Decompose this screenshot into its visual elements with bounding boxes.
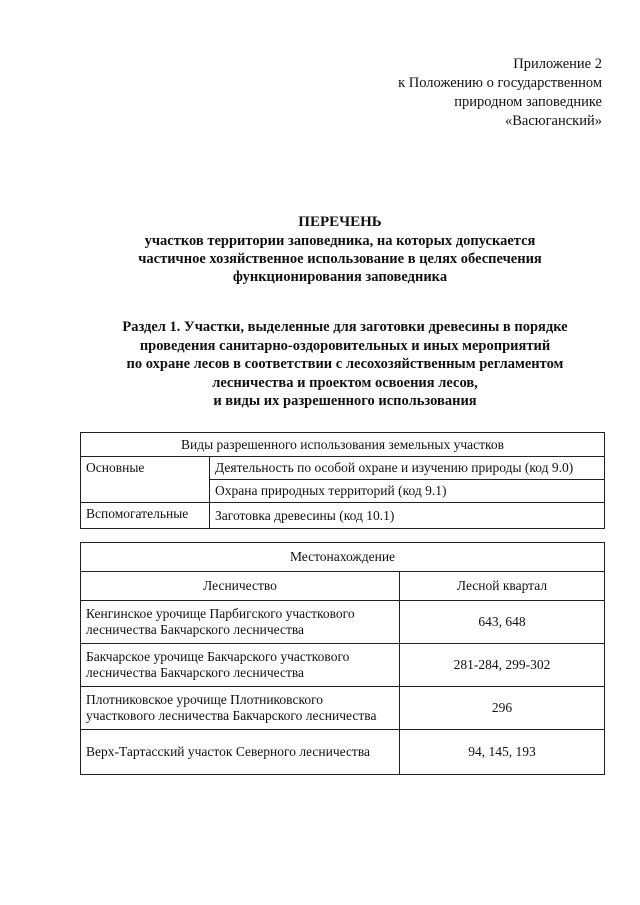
table-row — [81, 730, 605, 775]
location-table-header: Местонахождение — [81, 543, 605, 572]
forestry-cell: Бакчарское урочище Бакчарского участкового лесничества Бакчарского лесничества — [81, 644, 400, 687]
section-line: проведения санитарно-оздоровительных и иных мероприятий — [139, 337, 551, 354]
title-line: функционирования заповедника — [232, 269, 448, 285]
forestry-column-header: Лесничество — [81, 572, 400, 601]
appendix-line: к Положению о государственном — [398, 75, 602, 91]
table-row — [81, 601, 605, 644]
uses-table-header: Виды разрешенного использования земельных участков — [81, 433, 605, 457]
section-heading — [60, 318, 630, 411]
title-heading: ПЕРЕЧЕНЬ — [298, 214, 382, 230]
appendix-line: Приложение 2 — [513, 56, 602, 72]
main-use-item: Охрана природных территорий (код 9.1) — [210, 480, 605, 503]
forestry-cell: Кенгинское урочище Парбигского участкового лесничества Бакчарского лесничества — [81, 601, 400, 644]
section-line: по охране лесов в соответствии с лесохозяйственным регламентом — [126, 356, 564, 372]
section-line: Раздел 1. Участки, выделенные для заготовки древесины в порядке — [122, 319, 568, 335]
quarter-cell: 281-284, 299-302 — [400, 644, 605, 687]
appendix-reference — [398, 55, 602, 131]
appendix-line: «Васюганский» — [504, 113, 602, 129]
title-line: участков территории заповедника, на которых допускается — [144, 233, 536, 249]
quarter-column-header: Лесной квартал — [400, 572, 605, 601]
main-use-item: Деятельность по особой охране и изучению природы (код 9.0) — [210, 457, 605, 480]
table-row — [81, 687, 605, 730]
quarter-cell: 296 — [400, 687, 605, 730]
table-row — [81, 644, 605, 687]
document-title — [60, 213, 620, 286]
quarter-cell: 94, 145, 193 — [400, 730, 605, 775]
aux-use-item: Заготовка древесины (код 10.1) — [210, 503, 605, 529]
location-table — [80, 542, 605, 775]
forestry-cell: Верх-Тартасский участок Северного лесничества — [81, 730, 400, 775]
appendix-line: природном заповеднике — [454, 94, 602, 110]
section-line: и виды их разрешенного использования — [213, 393, 477, 409]
quarter-cell: 643, 648 — [400, 601, 605, 644]
aux-uses-label: Вспомогательные — [81, 503, 210, 529]
title-line: частичное хозяйственное использование в целях обеспечения — [138, 251, 542, 267]
forestry-cell: Плотниковское урочище Плотниковского участкового лесничества Бакчарского лесничества — [81, 687, 400, 730]
permitted-uses-table — [80, 432, 605, 529]
main-uses-label: Основные — [81, 457, 210, 503]
section-line: лесничества и проектом освоения лесов, — [212, 374, 478, 391]
